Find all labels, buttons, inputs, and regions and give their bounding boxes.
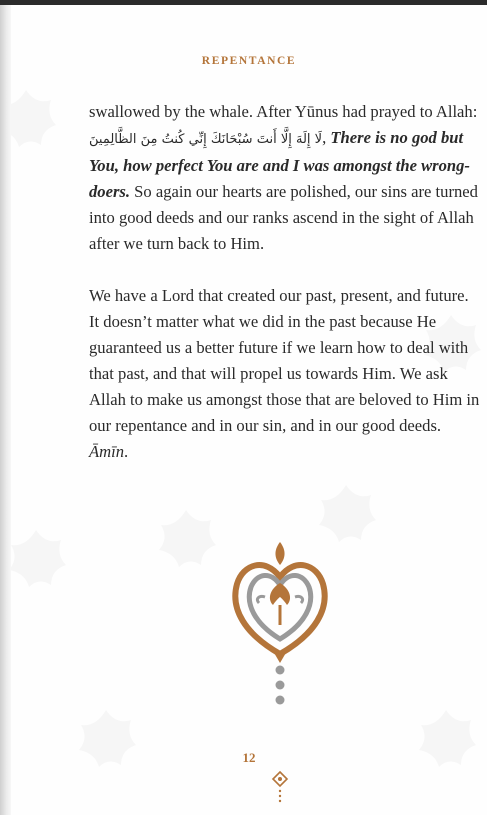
body-text — [89, 99, 481, 491]
closing-period: . — [124, 442, 129, 461]
running-head: REPENTANCE — [201, 55, 297, 67]
paragraph — [89, 283, 481, 465]
page-number: 12 — [242, 750, 256, 765]
flower-watermark-icon — [11, 525, 71, 595]
comma: , — [322, 128, 331, 147]
supplication-translation: There is no god but You, how perfect You are and I was amongst the wrong-doers. — [89, 128, 470, 201]
paragraph-text: We have a Lord that created our past, present, and future. It doesn’t matter what we did in the past because He guaranteed us a better future if we learn how to deal with that past, and that will propel us towards Him. We ask Allah to make us amongst those that are beloved to Him in our repentance and in our sin, and in our good deeds. — [89, 286, 480, 435]
heart-flourish-ornament — [225, 539, 335, 709]
paragraph — [89, 99, 481, 257]
flower-watermark-icon — [151, 505, 221, 575]
diamond-folio-icon — [271, 770, 289, 806]
closing-word: Āmīn — [89, 442, 125, 461]
page-gutter-shadow — [0, 5, 11, 815]
paragraph-lead: swallowed by the whale. After Yūnus had prayed to Allah: — [89, 102, 478, 121]
arabic-supplication: لَا إِلَهَ إِلَّا أَنتَ سُبْحَانَكَ إِنِّي كُنتُ مِنَ الظَّالِمِينَ — [89, 132, 323, 147]
book-page — [11, 5, 487, 815]
paragraph-rest: So again our hearts are polished, our sins are turned into good deeds and our ranks ascend in the sight of Allah after we turn back to Him. — [89, 182, 478, 253]
flower-watermark-icon — [11, 85, 61, 155]
